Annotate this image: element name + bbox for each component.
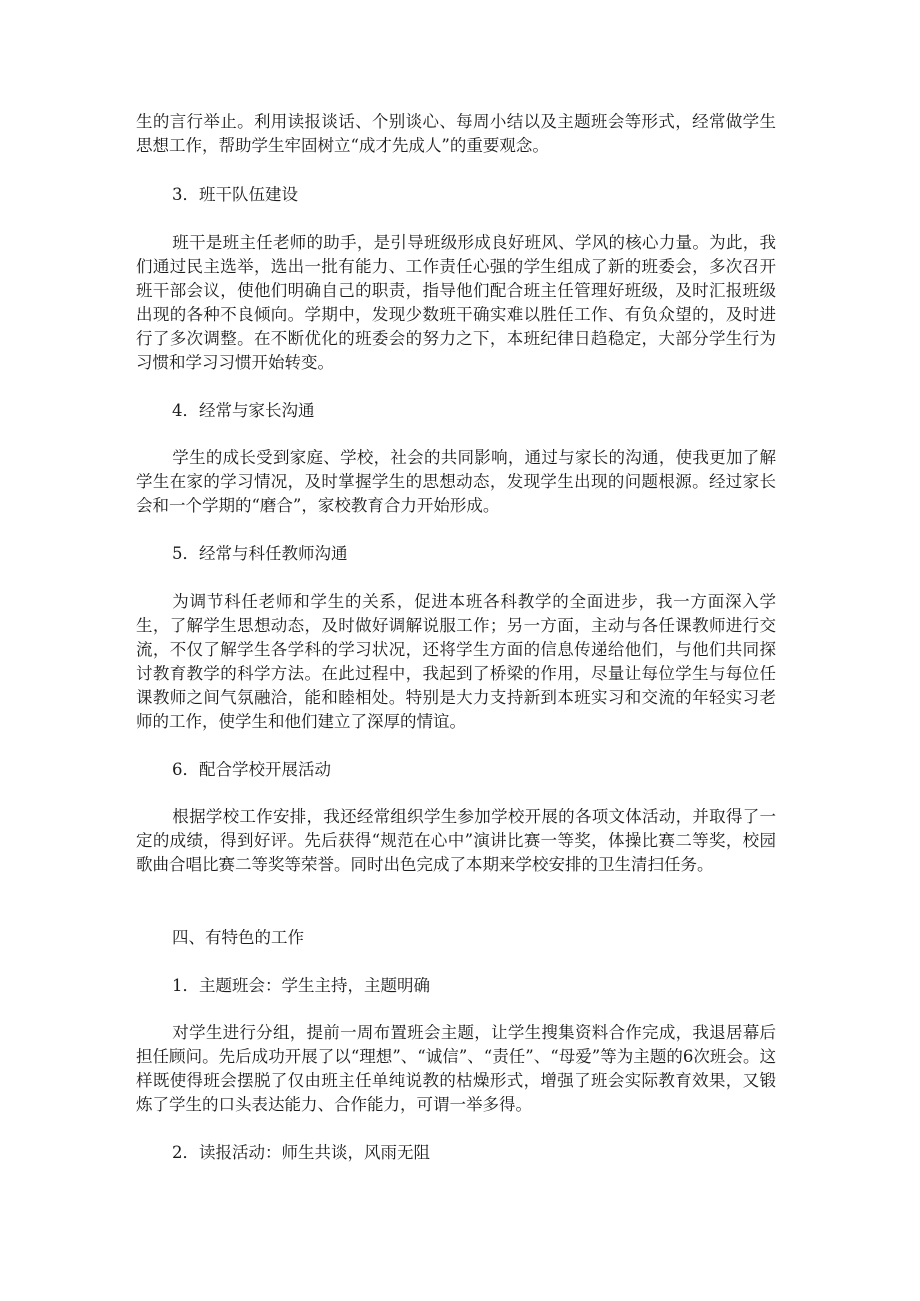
section-5-heading: 5．经常与科任教师沟通 xyxy=(172,544,348,563)
section-3-paragraph: 班干是班主任老师的助手，是引导班级形成良好班风、学风的核心力量。为此，我们通过民主选举，选出一批有能力、工作责任心强的学生组成了新的班委会，多次召开班干部会议，使他们明确自己的职责，指导他们配合班主任管理好班级，及时汇报班级出现的各种不良倾向。学期中，发现少数班干确实难以胜任工作、有负众望的，及时进行了多次调整。在不断优化的班委会的努力之下，本班纪律日趋稳定，大部分学生行为习惯和学习习惯开始转变。 xyxy=(136,233,776,372)
section-6-heading: 6．配合学校开展活动 xyxy=(172,760,331,779)
item-2-heading: 2．读报活动：师生共谈，风雨无阻 xyxy=(172,1143,430,1162)
item-1-heading: 1．主题班会：学生主持，主题明确 xyxy=(172,976,430,995)
section-5-paragraph: 为调节科任老师和学生的关系，促进本班各科教学的全面进步，我一方面深入学生，了解学生思想动态，及时做好调解说服工作；另一方面，主动与各任课教师进行交流，不仅了解学生各学科的学习状况，还将学生方面的信息传递给他们，与他们共同探讨教育教学的科学方法。在此过程中，我起到了桥梁的作用，尽量让每位学生与每位任课教师之间气氛融洽，能和睦相处。特别是大力支持新到本班实习和交流的年轻实习老师的工作，使学生和他们建立了深厚的情谊。 xyxy=(136,592,776,731)
intro-paragraph: 生的言行举止。利用读报谈话、个别谈心、每周小结以及主题班会等形式，经常做学生思想工作，帮助学生牢固树立“成才先成人”的重要观念。 xyxy=(136,112,776,155)
item-1-paragraph: 对学生进行分组，提前一周布置班会主题，让学生搜集资料合作完成，我退居幕后担任顾问。先后成功开展了以“理想”、“诚信”、“责任”、“母爱”等为主题的6次班会。这样既使得班会摆脱了仅由班主任单纯说教的枯燥形式，增强了班会实际教育效果，又锻炼了学生的口头表达能力、合作能力，可谓一举多得。 xyxy=(136,1023,776,1114)
section-6-paragraph: 根据学校工作安排，我还经常组织学生参加学校开展的各项文体活动，并取得了一定的成绩，得到好评。先后获得“规范在心中”演讲比赛一等奖，体操比赛二等奖，校园歌曲合唱比赛二等奖等荣誉。同时出色完成了本期来学校安排的卫生清扫任务。 xyxy=(136,807,776,874)
section-4-heading: 4．经常与家长沟通 xyxy=(172,401,315,420)
section-4-paragraph: 学生的成长受到家庭、学校，社会的共同影响，通过与家长的沟通，使我更加了解学生在家的学习情况，及时掌握学生的思想动态，发现学生出现的问题根源。经过家长会和一个学期的“磨合”，家校教育合力开始形成。 xyxy=(136,448,776,515)
section-3-heading: 3．班干队伍建设 xyxy=(172,185,298,204)
part-4-heading: 四、有特色的工作 xyxy=(172,928,304,947)
